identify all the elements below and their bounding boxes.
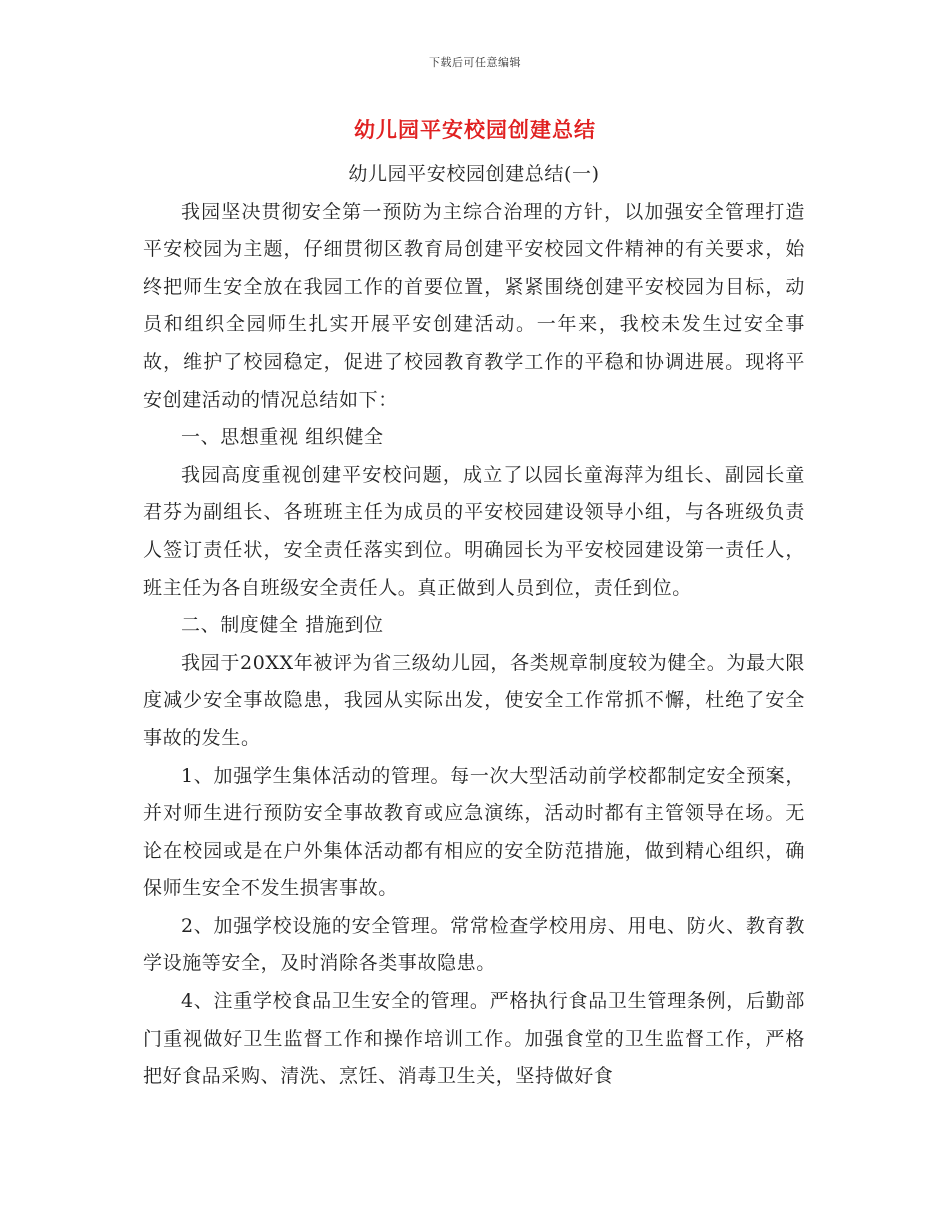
document-subtitle: 幼儿园平安校园创建总结(一) bbox=[348, 163, 600, 185]
header-note: 下载后可任意编辑 bbox=[429, 56, 521, 69]
document-title: 幼儿园平安校园创建总结 bbox=[354, 117, 596, 142]
paragraph-organization: 我园高度重视创建平安校问题，成立了以园长童海萍为组长、副园长童君芬为副组长、各班班主任为成员的平安校园建设领导小组，与各班级负责人签订责任状，安全责任落实到位。明确园长为平安校园建设第一责任人，班主任为各自班级安全责任人。真正做到人员到位，责任到位。 bbox=[143, 463, 805, 599]
paragraph-item-1: 1、加强学生集体活动的管理。每一次大型活动前学校都制定安全预案，并对师生进行预防安全事故教育或应急演练，活动时都有主管领导在场。无论在校园或是在户外集体活动都有相应的安全防范措施，做到精心组织，确保师生安全不发生损害事故。 bbox=[143, 764, 805, 900]
paragraph-system: 我园于20XX年被评为省三级幼儿园，各类规章制度较为健全。为最大限度减少安全事故隐患，我园从实际出发，使安全工作常抓不懈，杜绝了安全事故的发生。 bbox=[143, 651, 805, 749]
document-body bbox=[143, 156, 805, 1096]
paragraph-item-2: 2、加强学校设施的安全管理。常常检查学校用房、用电、防火、教育教学设施等安全，及时消除各类事故隐患。 bbox=[143, 914, 805, 975]
section-heading-2: 二、制度健全 措施到位 bbox=[181, 614, 384, 637]
paragraph-item-4: 4、注重学校食品卫生安全的管理。严格执行食品卫生管理条例，后勤部门重视做好卫生监督工作和操作培训工作。加强食堂的卫生监督工作，严格把好食品采购、清洗、烹饪、消毒卫生关，坚持做好食 bbox=[143, 990, 805, 1088]
paragraph-intro: 我园坚决贯彻安全第一预防为主综合治理的方针，以加强安全管理打造平安校园为主题，仔细贯彻区教育局创建平安校园文件精神的有关要求，始终把师生安全放在我园工作的首要位置，紧紧围绕创建平安校园为目标，动员和组织全园师生扎实开展平安创建活动。一年来，我校未发生过安全事故，维护了校园稳定，促进了校园教育教学工作的平稳和协调进展。现将平安创建活动的情况总结如下： bbox=[143, 200, 805, 411]
section-heading-1: 一、思想重视 组织健全 bbox=[181, 426, 384, 449]
